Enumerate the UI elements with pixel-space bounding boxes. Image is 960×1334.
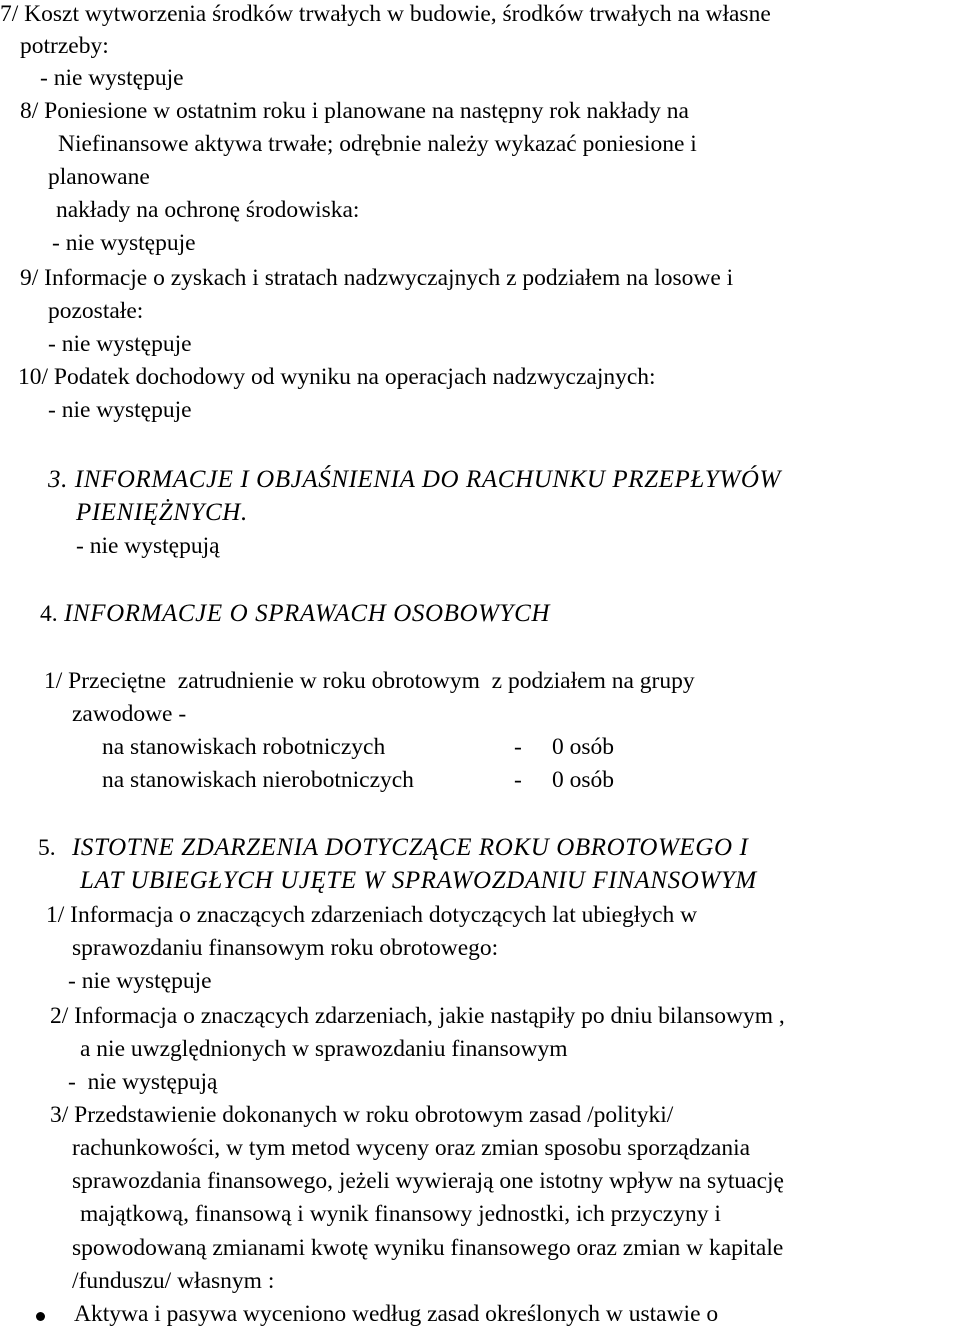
section5-item2-line2: a nie uwzględnionych w sprawozdaniu finansowym: [80, 1036, 568, 1062]
section5-item3-line1: 3/ Przedstawienie dokonanych w roku obrotowym zasad /polityki/: [50, 1102, 674, 1128]
item10-value: - nie występuje: [48, 397, 192, 423]
section5-item2-line1: 2/ Informacja o znaczących zdarzeniach, jakie nastąpiły po dniu bilansowym ,: [50, 1003, 785, 1029]
item7-value: - nie występuje: [40, 65, 184, 91]
section5-item3-line6: /funduszu/ własnym :: [72, 1268, 275, 1294]
section5-heading-line2: LAT UBIEGŁYCH UJĘTE W SPRAWOZDANIU FINANSOWYM: [80, 867, 757, 894]
employment-row-label: na stanowiskach robotniczych: [102, 734, 386, 760]
item10-title: 10/ Podatek dochodowy od wyniku na operacjach nadzwyczajnych:: [18, 364, 656, 390]
employment-row-label: na stanowiskach nierobotniczych: [102, 767, 414, 793]
item8-line3: planowane: [48, 164, 150, 190]
section5-heading-number: 5.: [38, 835, 56, 861]
section5-item3-line3: sprawozdania finansowego, jeżeli wywierają one istotny wpływ na sytuację: [72, 1168, 784, 1194]
section4-item1-line2: zawodowe -: [72, 701, 187, 727]
item7-title-cont: potrzeby:: [20, 33, 109, 59]
section5-heading-line1: ISTOTNE ZDARZENIA DOTYCZĄCE ROKU OBROTOWEGO I: [72, 834, 749, 861]
item9-value: - nie występuje: [48, 331, 192, 357]
section4-heading-number: 4.: [40, 601, 58, 627]
section5-item3-line2: rachunkowości, w tym metod wyceny oraz zmian sposobu sporządzania: [72, 1135, 751, 1161]
employment-row-value: 0 osób: [552, 734, 615, 760]
item8-value: - nie występuje: [52, 230, 196, 256]
item7-title: 7/ Koszt wytworzenia środków trwałych w budowie, środków trwałych na własne: [0, 1, 771, 27]
item9-title: 9/ Informacje o zyskach i stratach nadzwyczajnych z podziałem na losowe i: [20, 265, 734, 291]
section4-heading: INFORMACJE O SPRAWACH OSOBOWYCH: [64, 600, 550, 627]
item8-title: 8/ Poniesione w ostatnim roku i planowane na następny rok nakłady na: [20, 98, 689, 124]
section3-heading-line1: 3. INFORMACJE I OBJAŚNIENIA DO RACHUNKU PRZEPŁYWÓW: [48, 466, 781, 493]
section5-item1-value: - nie występuje: [68, 968, 212, 994]
section3-heading-line2: PIENIĘŻNYCH.: [76, 499, 248, 526]
section5-item1-line2: sprawozdaniu finansowym roku obrotowego:: [72, 935, 499, 961]
section5-item3-line5: spowodowaną zmianami kwotę wyniku finansowego oraz zmian w kapitale: [72, 1235, 784, 1261]
bullet-item-text: Aktywa i pasywa wyceniono według zasad określonych w ustawie o: [74, 1301, 719, 1327]
employment-row-dash: -: [514, 767, 522, 793]
section4-item1-line1: 1/ Przeciętne zatrudnienie w roku obrotowym z podziałem na grupy: [44, 668, 695, 694]
section3-value: - nie występują: [76, 533, 220, 559]
bullet-point-icon: [36, 1312, 45, 1321]
section5-item2-value: - nie występują: [68, 1069, 218, 1095]
item8-line4: nakłady na ochronę środowiska:: [56, 197, 360, 223]
employment-row-dash: -: [514, 734, 522, 760]
employment-row-value: 0 osób: [552, 767, 615, 793]
item8-line2: Niefinansowe aktywa trwałe; odrębnie należy wykazać poniesione i: [58, 131, 697, 157]
section5-item1-line1: 1/ Informacja o znaczących zdarzeniach dotyczących lat ubiegłych w: [46, 902, 698, 928]
section5-item3-line4: majątkową, finansową i wynik finansowy jednostki, ich przyczyny i: [80, 1201, 721, 1227]
item9-line2: pozostałe:: [48, 298, 144, 324]
